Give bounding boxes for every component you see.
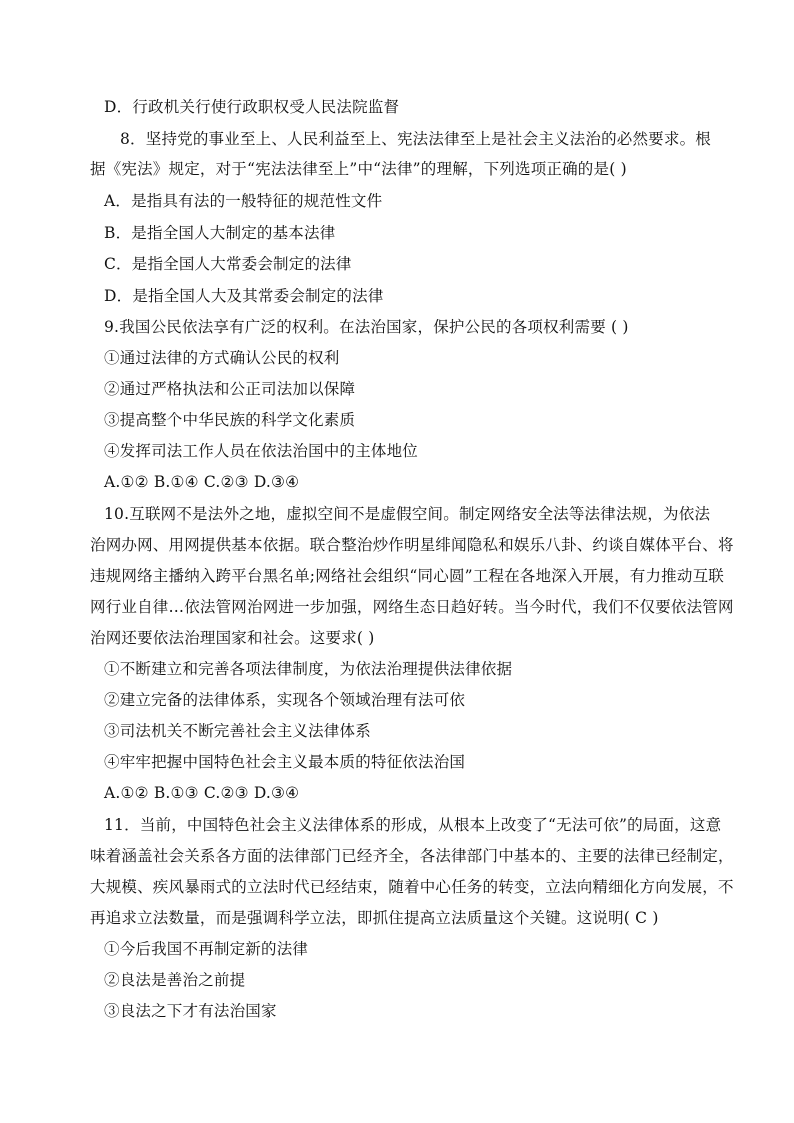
q10-item-4: ④牢牢把握中国特色社会主义最本质的特征依法治国 [104, 753, 466, 771]
q9-item-1: ①通过法律的方式确认公民的权利 [104, 349, 340, 367]
q10-item-1: ①不断建立和完善各项法律制度，为依法治理提供法律依据 [104, 660, 513, 678]
q8-stem-line-1: 8．坚持党的事业至上、人民利益至上、宪法法律至上是社会主义法治的必然要求。根 [120, 130, 711, 148]
q10-item-3: ③司法机关不断完善社会主义法律体系 [104, 722, 371, 740]
q10-item-2: ②建立完备的法律体系，实现各个领域治理有法可依 [104, 691, 466, 709]
q9-stem: 9.我国公民依法享有广泛的权利。在法治国家，保护公民的各项权利需要 ( ) [104, 318, 629, 336]
q8-stem-line-2: 据《宪法》规定，对于“宪法法律至上”中“法律”的理解，下列选项正确的是( ) [90, 160, 627, 178]
q11-item-2: ②良法是善治之前提 [104, 971, 246, 989]
q10-stem-line-4: 网行业自律…依法管网治网进一步加强，网络生态日趋好转。当今时代，我们不仅要依法管网 [90, 598, 734, 616]
q7-option-d: D．行政机关行使行政职权受人民法院监督 [104, 98, 400, 116]
q8-option-c: C．是指全国人大常委会制定的法律 [104, 255, 352, 273]
q8-option-a: A．是指具有法的一般特征的规范性文件 [104, 192, 383, 210]
q10-choices: A.①② B.①③ C.②③ D.③④ [104, 784, 300, 802]
q9-item-2: ②通过严格执法和公正司法加以保障 [104, 380, 356, 398]
q9-choices: A.①② B.①④ C.②③ D.③④ [104, 473, 300, 491]
q8-option-b: B．是指全国人大制定的基本法律 [104, 224, 336, 242]
q8-option-d: D．是指全国人大及其常委会制定的法律 [104, 287, 384, 305]
q11-item-3: ③良法之下才有法治国家 [104, 1002, 277, 1020]
q10-stem-line-1: 10.互联网不是法外之地，虚拟空间不是虚假空间。制定网络安全法等法律法规，为依法 [104, 505, 711, 523]
q9-item-3: ③提高整个中华民族的科学文化素质 [104, 411, 356, 429]
q11-stem-line-1: 11．当前，中国特色社会主义法律体系的形成，从根本上改变了“无法可依”的局面，这意 [104, 816, 722, 834]
q11-stem-line-3: 大规模、疾风暴雨式的立法时代已经结束，随着中心任务的转变，立法向精细化方向发展，不 [90, 878, 734, 896]
q11-stem-line-2: 味着涵盖社会关系各方面的法律部门已经齐全，各法律部门中基本的、主要的法律已经制定， [90, 847, 734, 865]
q10-stem-line-5: 治网还要依法治理国家和社会。这要求( ) [90, 629, 375, 647]
q10-stem-line-3: 违规网络主播纳入跨平台黑名单;网络社会组织“同心圆”工程在各地深入开展，有力推动互联 [90, 567, 724, 585]
q11-stem-line-4: 再追求立法数量，而是强调科学立法，即抓住提高立法质量这个关键。这说明( C ) [90, 909, 659, 927]
q9-item-4: ④发挥司法工作人员在依法治国中的主体地位 [104, 442, 419, 460]
q11-item-1: ①今后我国不再制定新的法律 [104, 940, 309, 958]
q10-stem-line-2: 治网办网、用网提供基本依据。联合整治炒作明星绯闻隐私和娱乐八卦、约谈自媒体平台、将 [90, 536, 734, 554]
